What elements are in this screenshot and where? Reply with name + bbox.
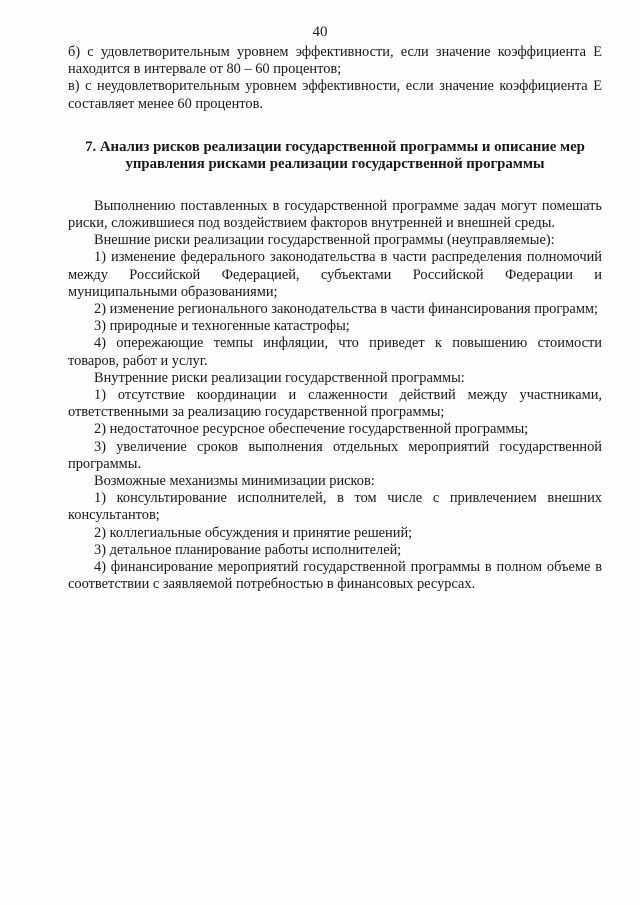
internal-risk-item-1: 1) отсутствие координации и слаженности действий между участниками, ответственными за реализацию государственной программы;	[68, 387, 602, 421]
paragraph-external-risks-heading: Внешние риски реализации государственной программы (неуправляемые):	[94, 232, 555, 249]
mitigation-item-3: 3) детальное планирование работы исполнителей;	[94, 541, 402, 558]
section-heading-line-1: 7. Анализ рисков реализации государственной программы и описание мер	[85, 138, 585, 155]
intro-paragraph-v: в) с неудовлетворительным уровнем эффективности, если значение коэффициента Е составляет менее 60 процентов.	[68, 78, 602, 112]
page-content	[68, 44, 602, 593]
mitigation-item-4: 4) финансирование мероприятий государственной программы в полном объеме в соответствии с заявляемой потребностью в финансовых ресурсах.	[68, 559, 602, 593]
paragraph-internal-risks-heading: Внутренние риски реализации государственной программы:	[94, 369, 465, 386]
paragraph-mitigation-heading: Возможные механизмы минимизации рисков:	[94, 473, 375, 490]
paragraph-risks-intro: Выполнению поставленных в государственной программе задач могут помешать риски, сложившиеся под воздействием факторов внутренней и внешней среды.	[68, 197, 602, 232]
external-risk-item-1: 1) изменение федерального законодательства в части распределения полномочий между Российской Федерацией, субъектами Российской Федерации и муниципальными образованиями;	[68, 249, 602, 300]
section-heading-line-2: управления рисками реализации государственной программы	[125, 156, 545, 173]
section-heading	[68, 139, 602, 174]
page-number: 40	[312, 24, 328, 40]
mitigation-item-2: 2) коллегиальные обсуждения и принятие решений;	[94, 524, 413, 541]
intro-paragraph-b: б) с удовлетворительным уровнем эффективности, если значение коэффициента Е находится в интервале от 80 – 60 процентов;	[68, 44, 602, 78]
external-risk-item-2: 2) изменение регионального законодательства в части финансирования программ;	[94, 301, 599, 318]
external-risk-item-3: 3) природные и техногенные катастрофы;	[94, 318, 350, 335]
external-risk-item-4: 4) опережающие темпы инфляции, что приведет к повышению стоимости товаров, работ и услуг.	[68, 335, 602, 369]
mitigation-item-1: 1) консультирование исполнителей, в том числе с привлечением внешних консультантов;	[68, 490, 602, 524]
internal-risk-item-3: 3) увеличение сроков выполнения отдельных мероприятий государственной программы.	[68, 438, 602, 472]
internal-risk-item-2: 2) недостаточное ресурсное обеспечение государственной программы;	[94, 421, 529, 438]
